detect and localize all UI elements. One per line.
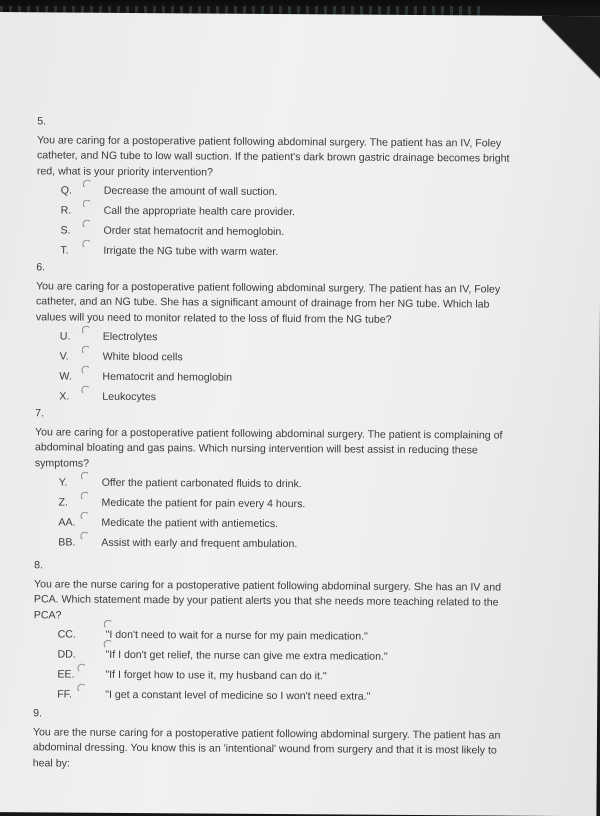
option-letter: W. bbox=[59, 370, 72, 383]
option-text: Leukocytes bbox=[102, 390, 156, 404]
folded-corner bbox=[541, 16, 600, 86]
answer-options bbox=[34, 475, 515, 558]
option-text: "If I don't get relief, the nurse can give me extra medication." bbox=[105, 648, 388, 663]
option-letter: EE. bbox=[57, 668, 75, 681]
radio-button[interactable] bbox=[82, 346, 91, 355]
question-stem: You are caring for a postoperative patient following abdominal surgery. The patient has an IV, Foley catheter, and NG tube to low wall suction. If the patient's dark brown gastric drainage becomes bright red, what is your priority intervention? bbox=[36, 133, 510, 179]
radio-button[interactable] bbox=[83, 200, 92, 209]
question-number: 5. bbox=[37, 115, 47, 128]
answer-options bbox=[36, 183, 517, 266]
option-letter: FF. bbox=[57, 688, 72, 701]
option-letter: T. bbox=[60, 244, 69, 257]
option-text: "I don't need to wait for a nurse for my pain medication." bbox=[105, 628, 368, 643]
question-stem: You are caring for a postoperative patient following abdominal surgery. The patient has an IV, Foley catheter, and an NG tube. She has a significant amount of drainage from her NG tube. Which lab values will you need to monitor related to the loss of fluid from the NG tube? bbox=[35, 279, 501, 326]
answer-option[interactable] bbox=[34, 535, 514, 558]
option-letter: X. bbox=[59, 390, 70, 403]
radio-button[interactable] bbox=[81, 472, 90, 481]
option-text: White blood cells bbox=[102, 350, 183, 364]
option-text: Electrolytes bbox=[102, 330, 158, 344]
radio-button[interactable] bbox=[77, 664, 86, 673]
option-letter: AA. bbox=[58, 516, 76, 529]
radio-button[interactable] bbox=[80, 512, 89, 521]
option-text: "If I forget how to use it, my husband can do it." bbox=[105, 668, 327, 683]
question-stem: You are caring for a postoperative patient following abdominal surgery. The patient is complaining of abdominal bloating and gas pains. Which nursing intervention will best assist in reducing these symptoms? bbox=[34, 425, 503, 470]
option-text: Irrigate the NG tube with warm water. bbox=[103, 244, 279, 259]
option-letter: Z. bbox=[58, 496, 69, 509]
radio-button[interactable] bbox=[80, 532, 89, 541]
option-text: Offer the patient carbonated fluids to drink. bbox=[101, 476, 302, 491]
answer-options bbox=[35, 329, 516, 412]
option-letter: Y. bbox=[58, 476, 68, 489]
option-text: Decrease the amount of wall suction. bbox=[103, 184, 278, 198]
question-8 bbox=[33, 558, 514, 710]
radio-button[interactable] bbox=[82, 220, 91, 229]
radio-button[interactable] bbox=[81, 366, 90, 375]
option-letter: V. bbox=[59, 350, 69, 363]
question-9 bbox=[33, 706, 513, 774]
option-letter: S. bbox=[60, 224, 71, 237]
option-letter: U. bbox=[59, 330, 71, 343]
question-number: 7. bbox=[35, 407, 45, 420]
option-letter: Q. bbox=[60, 184, 72, 197]
question-stem: You are the nurse caring for a postoperative patient following abdominal surgery. She has an IV and PCA. Which statement made by your patient alerts you that she needs more teaching related to the PCA? bbox=[33, 577, 502, 621]
answer-options bbox=[33, 627, 514, 710]
question-stem: You are the nurse caring for a postoperative patient following abdominal surgery. The patient has an abdominal dressing. You know this is an 'intentional' wound from surgery and that it is most likely to heal by: bbox=[32, 725, 501, 770]
option-text: Assist with early and frequent ambulation. bbox=[101, 536, 298, 551]
radio-button[interactable] bbox=[81, 386, 90, 395]
option-text: "I get a constant level of medicine so I won't need extra." bbox=[105, 688, 371, 703]
option-text: Hematocrit and hemoglobin bbox=[102, 370, 233, 384]
question-5 bbox=[36, 114, 517, 266]
question-number: 9. bbox=[33, 707, 42, 720]
question-6 bbox=[35, 260, 516, 412]
option-letter: DD. bbox=[57, 648, 76, 661]
question-number: 8. bbox=[34, 559, 44, 572]
radio-button[interactable] bbox=[81, 492, 90, 501]
option-text: Medicate the patient for pain every 4 hours. bbox=[101, 496, 306, 511]
option-letter: CC. bbox=[57, 628, 76, 641]
worksheet-page bbox=[0, 12, 600, 816]
option-text: Call the appropriate health care provider. bbox=[103, 204, 296, 219]
radio-button[interactable] bbox=[77, 684, 86, 693]
option-text: Medicate the patient with antiemetics. bbox=[101, 516, 279, 531]
radio-button[interactable] bbox=[83, 180, 92, 189]
option-letter: BB. bbox=[58, 536, 76, 549]
radio-button[interactable] bbox=[82, 240, 91, 249]
question-7 bbox=[34, 406, 515, 558]
question-number: 6. bbox=[36, 261, 46, 274]
radio-button[interactable] bbox=[82, 326, 91, 335]
option-letter: R. bbox=[60, 204, 72, 217]
option-text: Order stat hematocrit and hemoglobin. bbox=[103, 224, 285, 239]
